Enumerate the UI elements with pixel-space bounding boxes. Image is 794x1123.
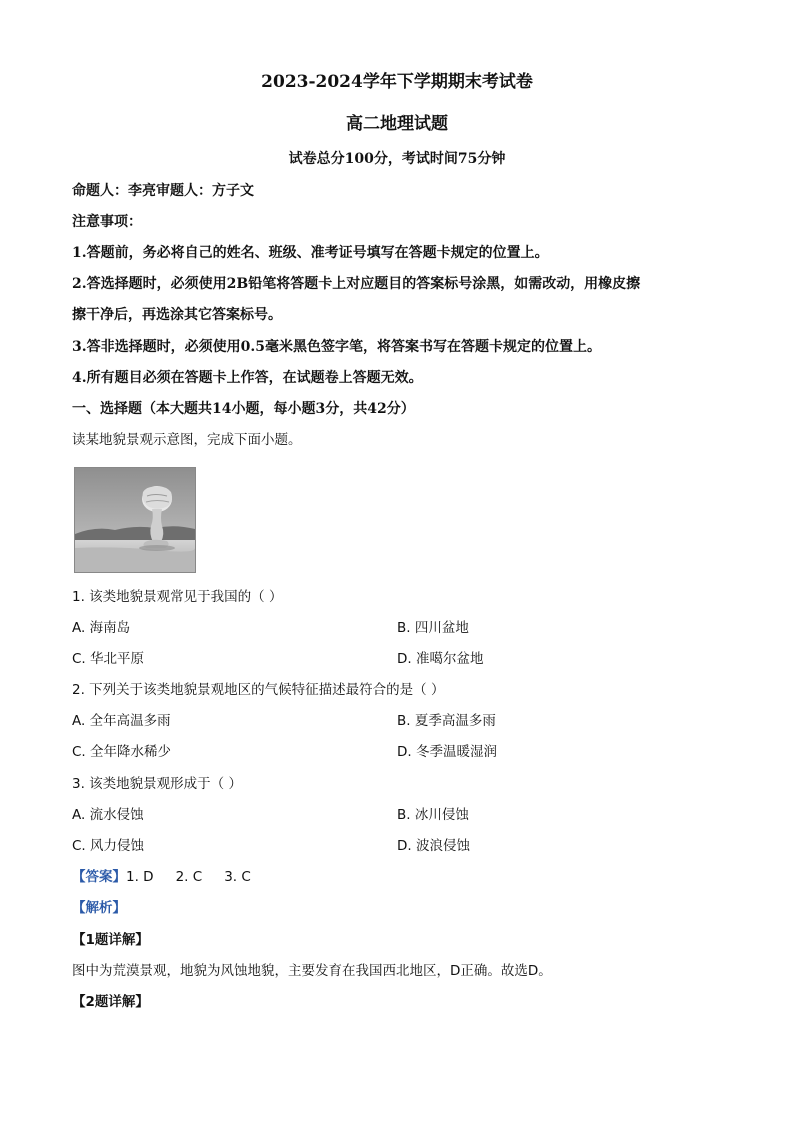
notice-heading: 注意事项： bbox=[72, 214, 142, 230]
exam-title: 2023-2024学年下学期期末考试卷 bbox=[261, 72, 533, 92]
question-1-option-b: B. 四川盆地 bbox=[397, 620, 469, 636]
question-1-option-d: D. 准噶尔盆地 bbox=[397, 651, 484, 667]
section-intro: 读某地貌景观示意图，完成下面小题。 bbox=[72, 432, 302, 448]
analysis-label: 【解析】 bbox=[72, 900, 126, 916]
notice-item-2: 2.答选择题时，必须使用2B铅笔将答题卡上对应题目的答案标号涂黑，如需改动，用橡皮擦 bbox=[72, 276, 641, 292]
detail-1-text: 图中为荒漠景观，地貌为风蚀地貌，主要发育在我国西北地区，D正确。故选D。 bbox=[72, 963, 552, 979]
question-2-option-b: B. 夏季高温多雨 bbox=[397, 713, 496, 729]
landform-photo bbox=[74, 467, 196, 573]
notice-item-1: 1.答题前，务必将自己的姓名、班级、准考证号填写在答题卡规定的位置上。 bbox=[72, 245, 549, 261]
question-3-stem: 3. 该类地貌景观形成于（ ） bbox=[72, 776, 242, 792]
question-1-stem: 1. 该类地貌景观常见于我国的（ ） bbox=[72, 589, 283, 605]
authors-line: 命题人：李亮审题人：方子文 bbox=[72, 183, 254, 199]
answer-1: 1. D bbox=[126, 869, 154, 885]
notice-item-3: 3.答非选择题时，必须使用0.5毫米黑色签字笔，将答案书写在答题卡规定的位置上。 bbox=[72, 339, 601, 355]
question-2-stem: 2. 下列关于该类地貌景观地区的气候特征描述最符合的是（ ） bbox=[72, 682, 445, 698]
mushroom-rock-image bbox=[75, 468, 195, 572]
question-3-option-b: B. 冰川侵蚀 bbox=[397, 807, 469, 823]
detail-2-label: 【2题详解】 bbox=[72, 994, 149, 1010]
question-3-option-a: A. 流水侵蚀 bbox=[72, 807, 144, 823]
answer-2: 2. C bbox=[175, 869, 203, 885]
notice-item-2-cont: 擦干净后，再选涂其它答案标号。 bbox=[72, 307, 282, 323]
notice-item-4: 4.所有题目必须在答题卡上作答，在试题卷上答题无效。 bbox=[72, 370, 423, 386]
question-3-option-c: C. 风力侵蚀 bbox=[72, 838, 145, 854]
question-2-option-a: A. 全年高温多雨 bbox=[72, 713, 171, 729]
answer-line bbox=[72, 867, 251, 887]
section-title: 一、选择题（本大题共14小题，每小题3分，共42分） bbox=[72, 401, 415, 417]
question-2-option-c: C. 全年降水稀少 bbox=[72, 744, 172, 760]
detail-1-label: 【1题详解】 bbox=[72, 932, 149, 948]
question-1-option-c: C. 华北平原 bbox=[72, 651, 145, 667]
answer-3: 3. C bbox=[224, 869, 251, 885]
question-1-option-a: A. 海南岛 bbox=[72, 620, 131, 636]
question-3-option-d: D. 波浪侵蚀 bbox=[397, 838, 470, 854]
answer-label: 【答案】 bbox=[72, 869, 126, 885]
question-2-option-d: D. 冬季温暖湿润 bbox=[397, 744, 497, 760]
exam-subtitle: 高二地理试题 bbox=[346, 114, 448, 134]
exam-meta: 试卷总分100分，考试时间75分钟 bbox=[288, 151, 506, 167]
